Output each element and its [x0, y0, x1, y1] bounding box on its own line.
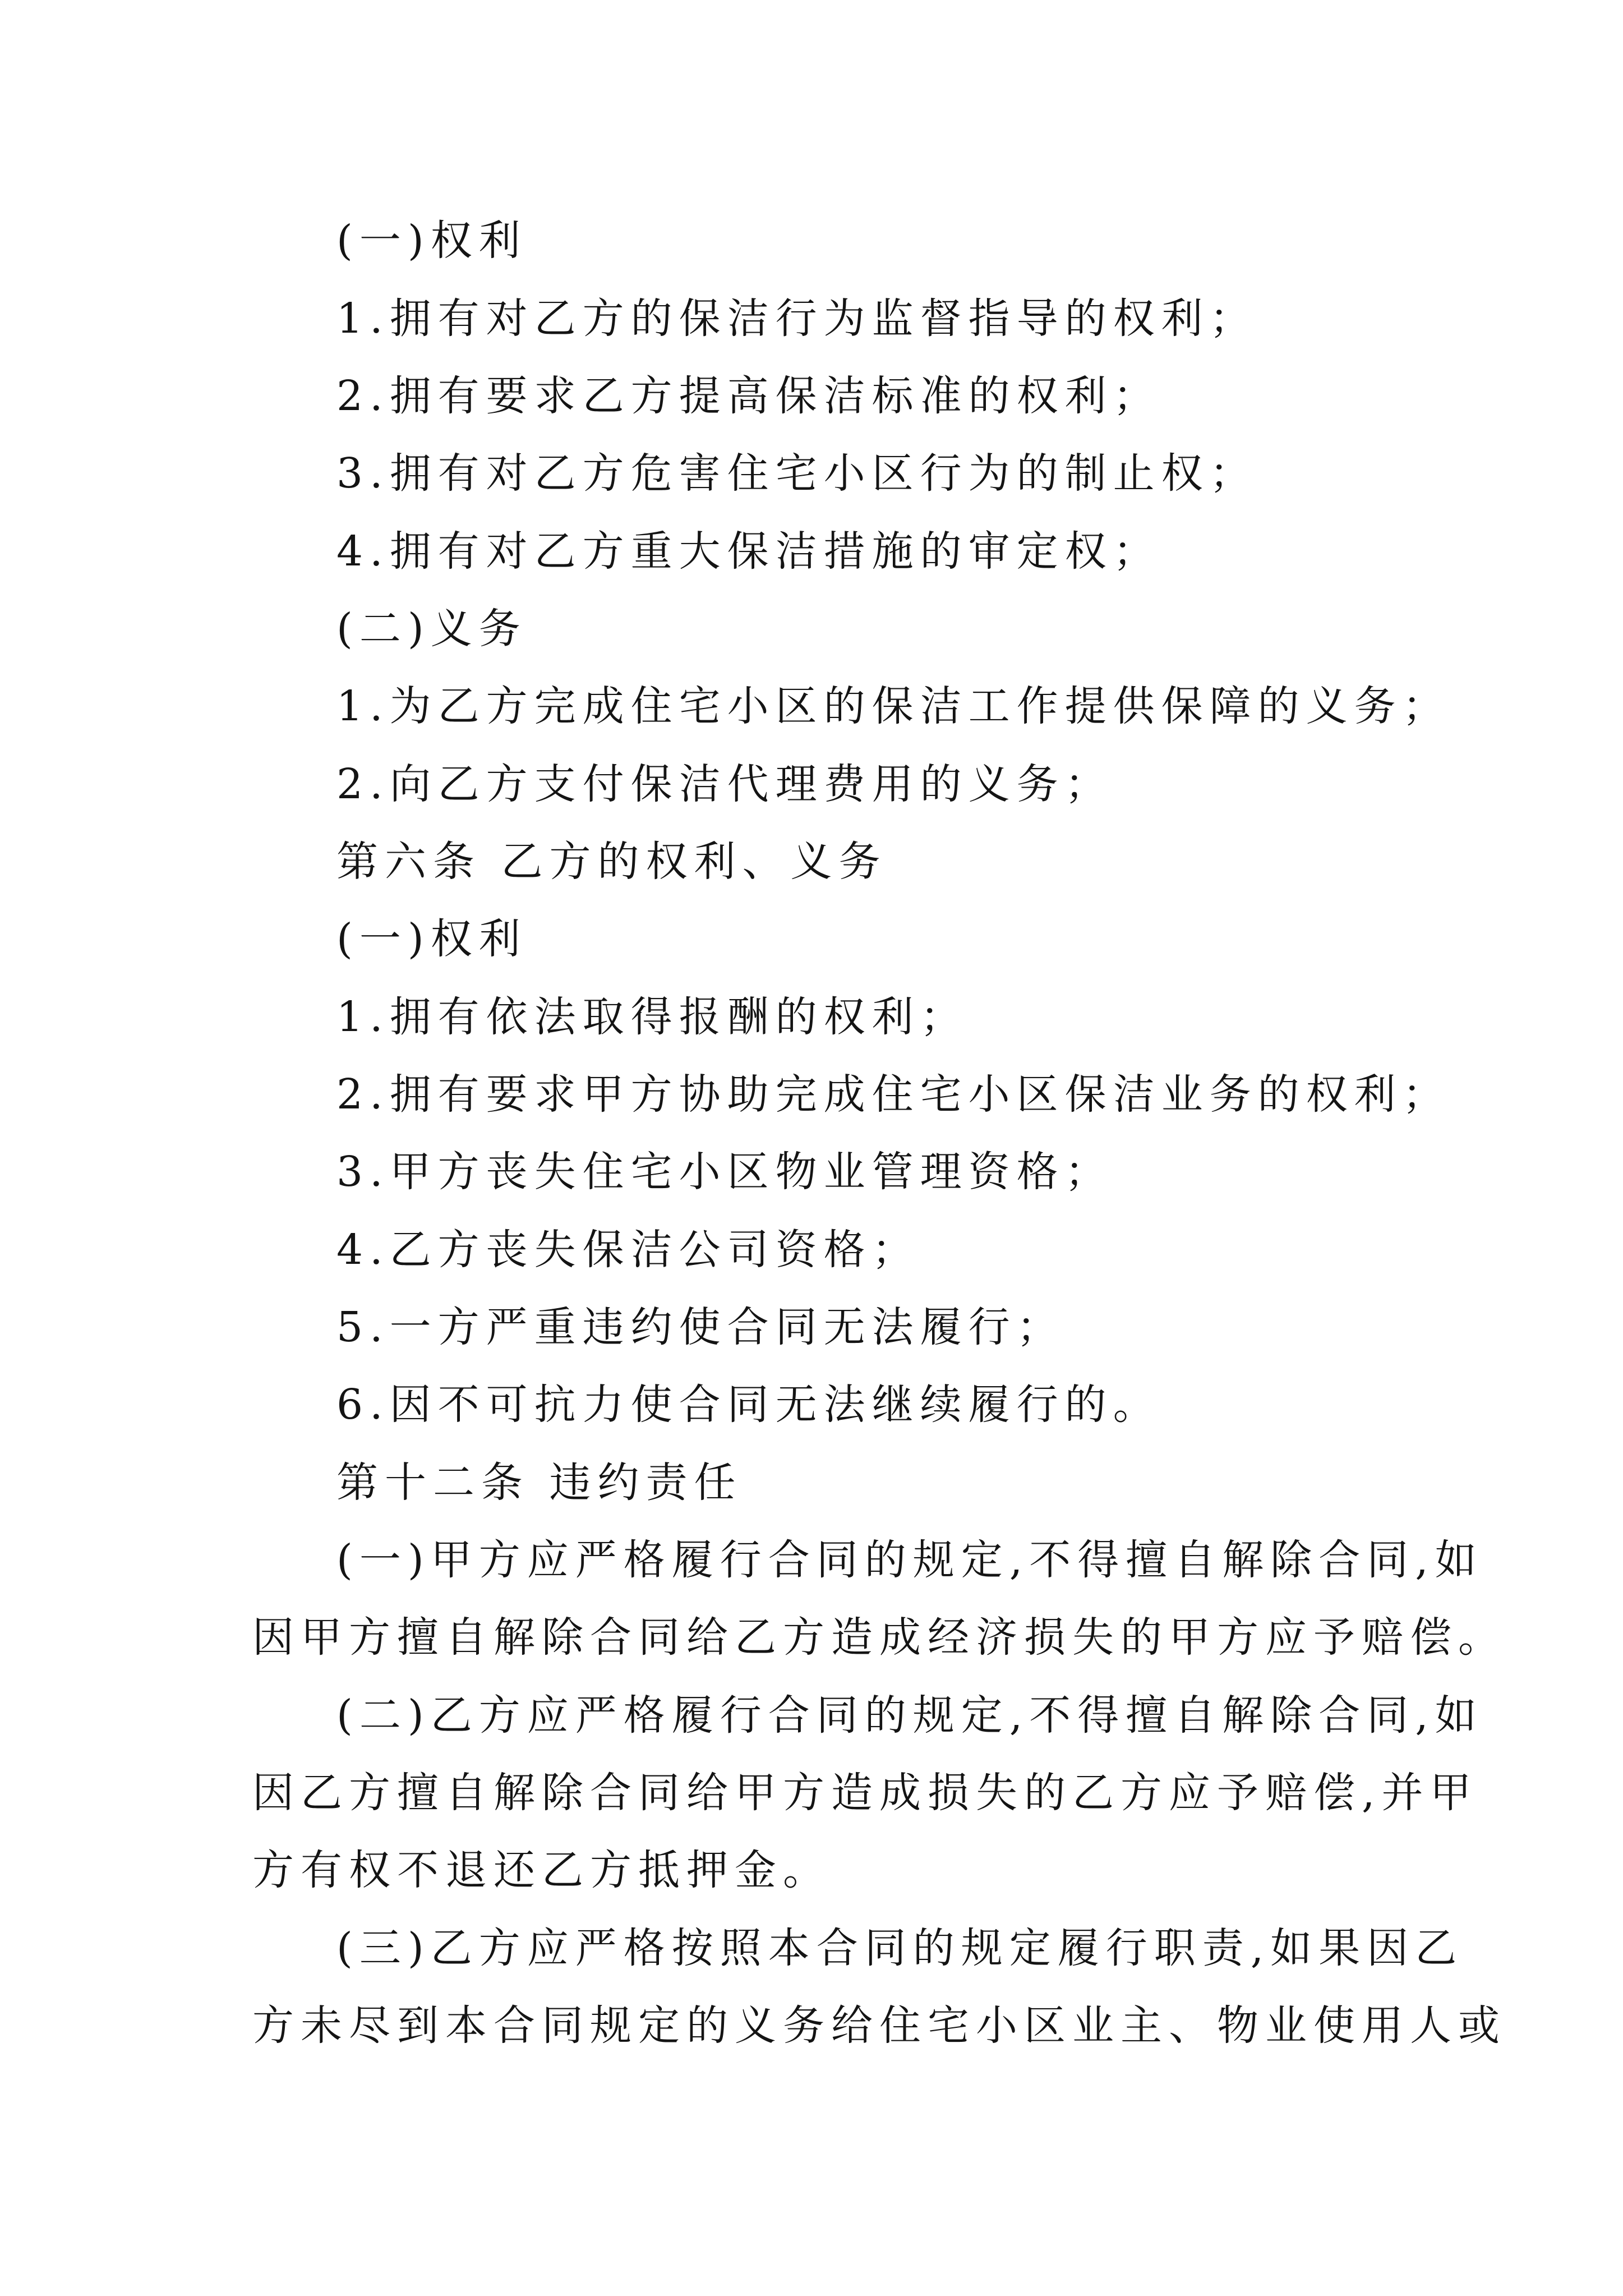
paragraph-line: (三)乙方应严格按照本合同的规定履行职责,如果因乙 [336, 1924, 1464, 1972]
text-line: 4.拥有对乙方重大保洁措施的审定权； [336, 527, 1161, 576]
section-heading-rights: (一)权利 [336, 217, 527, 265]
article-heading: 第十二条 违约责任 [336, 1458, 743, 1507]
paragraph-line: (二)乙方应严格履行合同的规定,不得擅自解除合同,如 [336, 1691, 1483, 1740]
text-line: 2.拥有要求甲方协助完成住宅小区保洁业务的权利； [336, 1070, 1451, 1119]
paragraph-line: 因乙方擅自解除合同给甲方造成损失的乙方应予赔偿,并甲 [252, 1769, 1478, 1817]
paragraph-line: 方有权不退还乙方抵押金。 [252, 1846, 831, 1894]
paragraph-line: 方未尽到本合同规定的义务给住宅小区业主、物业使用人或 [252, 2001, 1506, 2050]
section-heading-rights: (一)权利 [336, 915, 527, 963]
paragraph-line: (一)甲方应严格履行合同的规定,不得擅自解除合同,如 [336, 1536, 1483, 1584]
paragraph-line: 因甲方擅自解除合同给乙方造成经济损失的甲方应予赔偿。 [252, 1613, 1506, 1662]
text-line: 3.拥有对乙方危害住宅小区行为的制止权； [336, 449, 1258, 498]
section-heading-obligations: (二)义务 [336, 605, 527, 653]
text-line: 3.甲方丧失住宅小区物业管理资格； [336, 1148, 1113, 1196]
text-line: 6.因不可抗力使合同无法继续履行的。 [336, 1381, 1161, 1429]
text-line: 1.拥有依法取得报酬的权利； [336, 993, 969, 1041]
article-heading: 第六条 乙方的权利、义务 [336, 838, 887, 886]
text-line: 4.乙方丧失保洁公司资格； [336, 1226, 920, 1274]
text-line: 2.向乙方支付保洁代理费用的义务； [336, 760, 1113, 808]
text-line: 1.为乙方完成住宅小区的保洁工作提供保障的义务； [336, 682, 1451, 730]
text-line: 2.拥有要求乙方提高保洁标准的权利； [336, 372, 1161, 420]
text-line: 1.拥有对乙方的保洁行为监督指导的权利； [336, 295, 1258, 343]
text-line: 5.一方严重违约使合同无法履行； [336, 1303, 1065, 1351]
